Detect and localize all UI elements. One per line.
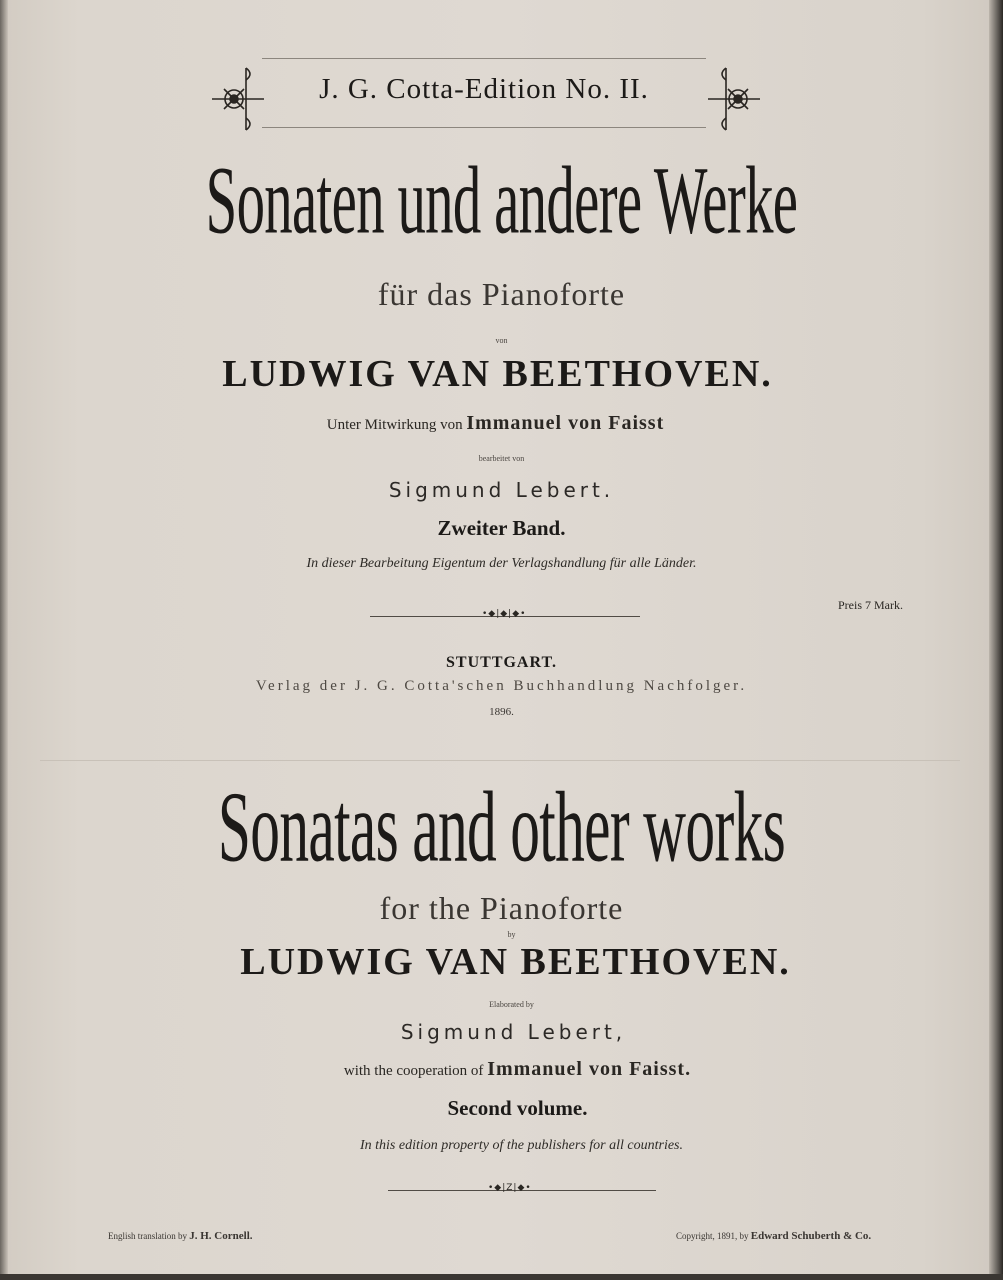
english-by: by — [507, 930, 516, 939]
german-divider-ornament-icon: •◆|◆|◆• — [482, 609, 527, 619]
german-rights: In dieser Bearbeitung Eigentum der Verlagshandlung für alle Länder. — [306, 556, 697, 571]
translator-name: J. H. Cornell. — [189, 1230, 253, 1242]
german-editor: Sigmund Lebert. — [388, 478, 615, 502]
german-instrument: für das Pianoforte — [377, 276, 626, 312]
english-instrument: for the Pianoforte — [379, 890, 624, 926]
translation-prefix: English translation by — [108, 1231, 187, 1241]
german-cooperation-name: Immanuel von Faisst — [466, 412, 665, 434]
page-edge-right — [989, 0, 1003, 1280]
right-ornament-icon — [708, 64, 760, 134]
english-elaborated-by: Elaborated by — [489, 1000, 534, 1009]
copyright-notice — [676, 1230, 871, 1242]
translation-credit — [108, 1230, 253, 1242]
english-composer: LUDWIG VAN BEETHOVEN. — [240, 941, 791, 983]
english-cooperation — [16, 1058, 1003, 1081]
german-cooperation-prefix: Unter Mitwirkung von — [326, 417, 463, 433]
english-cooperation-name: Immanuel von Faisst. — [487, 1058, 692, 1080]
copyright-holder: Edward Schuberth & Co. — [750, 1230, 872, 1242]
english-rights: In this edition property of the publishers for all countries. — [359, 1138, 684, 1153]
price-label: Preis 7 Mark. — [838, 598, 903, 612]
german-composer: LUDWIG VAN BEETHOVEN. — [222, 353, 773, 395]
english-divider-ornament-icon: •◆|Z|◆• — [488, 1183, 532, 1193]
english-cooperation-prefix: with the cooperation of — [343, 1063, 484, 1079]
german-von: von — [495, 336, 508, 345]
page-edge-bottom — [0, 1274, 1003, 1280]
publisher-city: STUTTGART. — [446, 654, 557, 671]
edition-banner — [262, 58, 706, 128]
section-divider — [40, 760, 960, 761]
english-volume: Second volume. — [447, 1096, 588, 1120]
page-edge-left — [0, 0, 8, 1280]
german-cooperation — [0, 412, 997, 435]
publication-year: 1896. — [489, 706, 514, 718]
german-title: Sonaten und andere Werke — [205, 146, 798, 254]
copyright-prefix: Copyright, 1891, by — [676, 1231, 749, 1241]
publisher-name: Verlag der J. G. Cotta'schen Buchhandlung Nachfolger. — [255, 678, 748, 694]
english-title: Sonatas and other works — [217, 772, 786, 883]
german-arranged-by: bearbeitet von — [478, 454, 525, 463]
german-volume: Zweiter Band. — [437, 516, 566, 540]
english-editor: Sigmund Lebert, — [400, 1020, 627, 1044]
left-ornament-icon — [212, 64, 264, 134]
edition-label: J. G. Cotta-Edition No. II. — [319, 73, 649, 105]
